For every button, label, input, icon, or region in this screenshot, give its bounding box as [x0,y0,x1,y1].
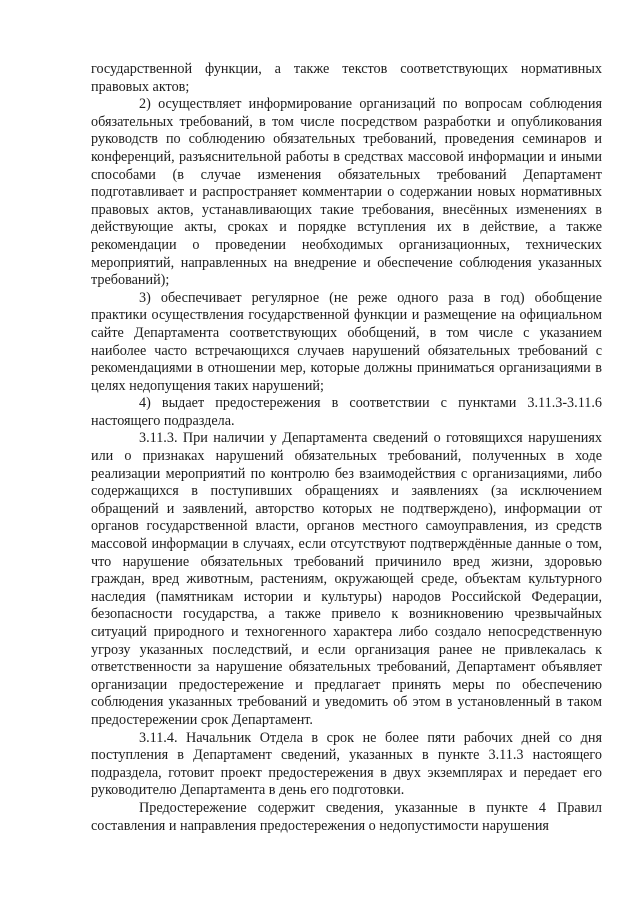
paragraph-3-11-3: 3.11.3. При наличии у Департамента сведений о готовящихся нарушениях или о признаках нарушений обязательных требований, полученных в ходе реализации мероприятий по контролю без взаимодействия с организациями, либо содержащихся в поступивших обращениях и заявлениях (за исключением обращений и заявлений, авторство которых не подтверждено), информации от органов государственной власти, органов местного самоуправления, из средств массовой информации в случаях, если отсутствуют подтверждённые данные о том, что нарушение обязательных требований причинило вред жизни, здоровью граждан, вред животным, растениям, окружающей среде, объектам культурного наследия (памятникам истории и культуры) народов Российской Федерации, безопасности государства, а также привело к возникновению чрезвычайных ситуаций природного и техногенного характера либо создало непосредственную угрозу указанных последствий, и если организация ранее не привлекалась к ответственности за нарушение обязательных требований, Департамент объявляет организации предостережение и предлагает принять меры по обеспечению соблюдения указанных требований и уведомить об этом в установленный в таком предостережении срок Департамент. [91,430,602,728]
paragraph-warning-contents: Предостережение содержит сведения, указанные в пункте 4 Правил составления и направления предостережения о недопустимости нарушения [91,799,602,834]
paragraph-item-2: 2) осуществляет информирование организаций по вопросам соблюдения обязательных требований, в том числе посредством разработки и опубликования руководств по соблюдению обязательных требований, проведения семинаров и конференций, разъяснительной работы в средствах массовой информации и иными способами (в случае изменения обязательных требований Департамент подготавливает и распространяет комментарии о содержании новых нормативных правовых актов, устанавливающих такие требования, внесённых изменениях в действующие акты, сроках и порядке вступления их в действие, а также рекомендации о проведении необходимых организационных, технических мероприятий, направленных на внедрение и обеспечение соблюдения указанных требований); [91,96,602,289]
paragraph-3-11-4: 3.11.4. Начальник Отдела в срок не более пяти рабочих дней со дня поступления в Департамент сведений, указанных в пункте 3.11.3 настоящего подраздела, готовит проект предостережения в двух экземплярах и передает его руководителю Департамента в день его подготовки. [91,729,602,799]
document-body [91,61,602,835]
paragraph-continuation: государственной функции, а также текстов соответствующих нормативных правовых актов; [91,61,602,95]
paragraph-item-3: 3) обеспечивает регулярное (не реже одного раза в год) обобщение практики осуществления государственной функции и размещение на официальном сайте Департамента соответствующих обобщений, в том числе с указанием наиболее часто встречающихся случаев нарушений обязательных требований с рекомендациями в отношении мер, которые должны приниматься организациями в целях недопущения таких нарушений; [91,289,602,394]
paragraph-item-4: 4) выдает предостережения в соответствии с пунктами 3.11.3-3.11.6 настоящего подраздела. [91,395,602,429]
